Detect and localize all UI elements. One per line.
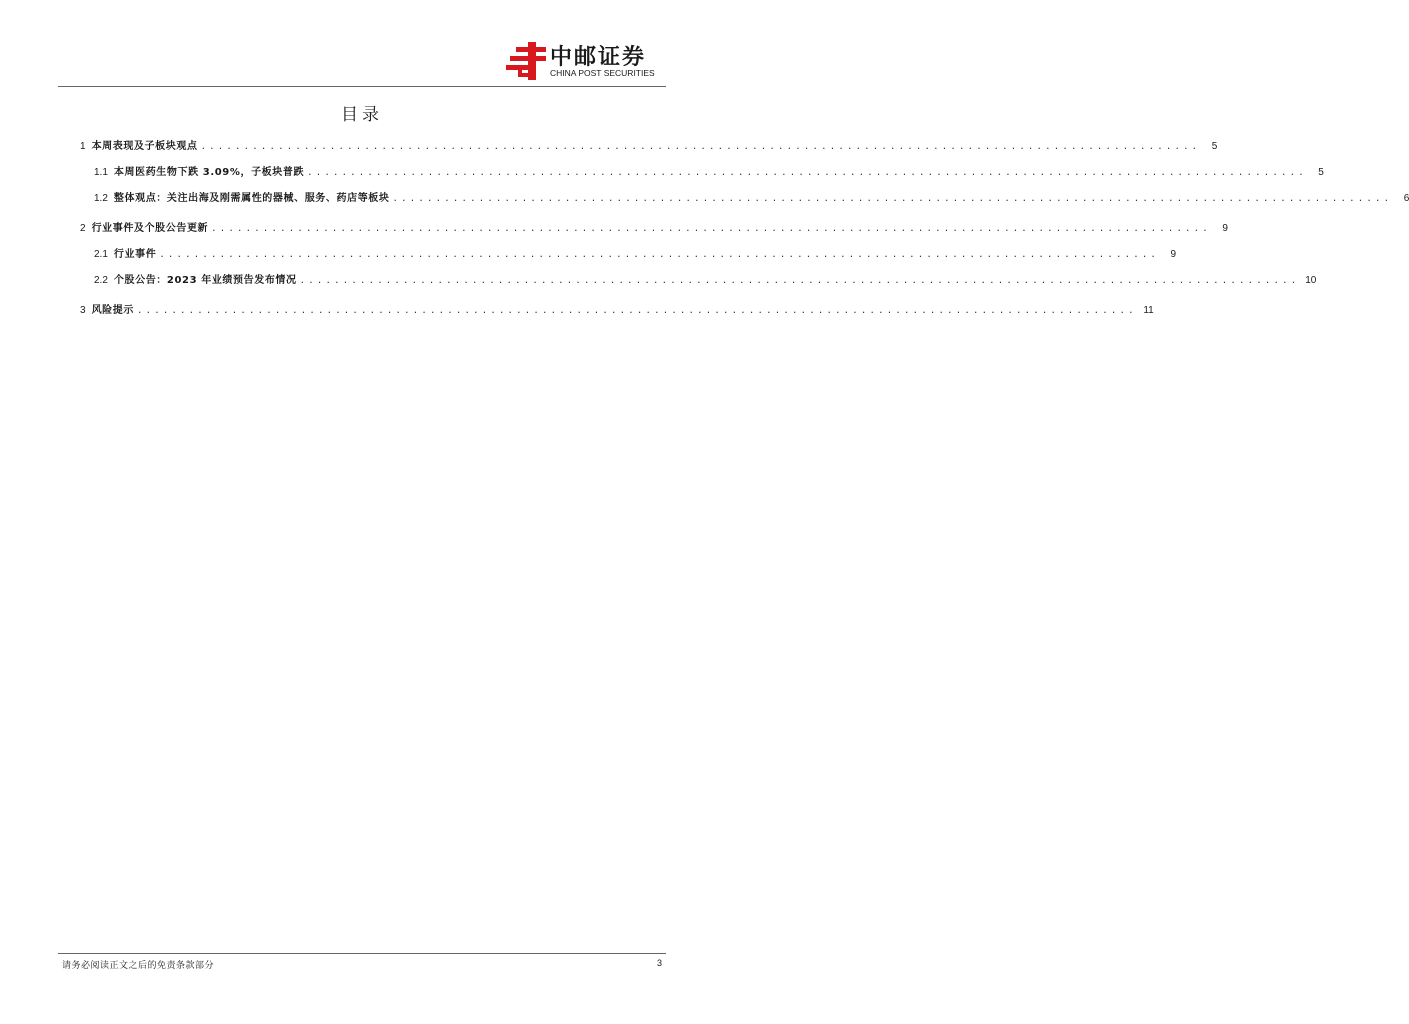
toc-entry-1-2[interactable] (94, 190, 1409, 206)
toc-entry-number: 2 (80, 223, 86, 234)
toc-leader-dots: .................................................................................................................... (299, 276, 1300, 286)
toc-entry-text: 行业事件及个股公告更新 (91, 223, 209, 234)
toc-entry-1-1[interactable] (94, 164, 1324, 180)
toc-entry-number: 1.1 (94, 167, 108, 178)
toc-entry-1[interactable] (80, 138, 1218, 154)
footer-divider (58, 953, 666, 954)
toc-entry-number: 2.2 (94, 275, 108, 286)
logo-english-name: CHINA POST SECURITIES (550, 68, 655, 78)
toc-entry-2-1[interactable] (94, 246, 1177, 262)
toc-entry-text: 本周表现及子板块观点 (91, 141, 198, 152)
toc-entry-text: 整体观点：关注出海及刚需属性的器械、服务、药店等板块 (113, 193, 390, 204)
toc-entry-page: 9 (1170, 249, 1177, 260)
toc-entry-2-2[interactable] (94, 272, 1317, 288)
toc-entry-page: 10 (1305, 275, 1317, 286)
toc-leader-dots: .................................................................................................................... (136, 306, 1137, 316)
toc-title: 目录 (341, 105, 383, 125)
header-divider (58, 86, 666, 87)
toc-leader-dots: .................................................................................................................... (392, 194, 1393, 204)
toc-entry-text: 行业事件 (113, 249, 157, 260)
toc-entry-number: 3 (80, 305, 86, 316)
toc-entry-page: 11 (1143, 305, 1154, 316)
footer-disclaimer: 请务必阅读正文之后的免责条款部分 (62, 961, 215, 971)
toc-entry-page: 9 (1222, 223, 1228, 234)
footer-page-number: 3 (656, 958, 662, 968)
toc-entry-page: 5 (1211, 141, 1218, 152)
company-logo (506, 42, 666, 82)
toc-entry-number: 2.1 (94, 249, 108, 260)
toc-entry-text: 本周医药生物下跌 3.09%，子板块普跌 (113, 167, 305, 178)
toc-leader-dots: .................................................................................................................... (211, 224, 1211, 234)
toc-entry-text: 个股公告：2023 年业绩预告发布情况 (113, 275, 297, 286)
logo-chinese-name: 中邮证券 (550, 45, 647, 70)
china-post-logo-icon (506, 42, 546, 80)
toc-entry-number: 1.2 (94, 193, 108, 204)
toc-entry-page: 6 (1403, 193, 1409, 204)
toc-leader-dots: .................................................................................................................... (307, 168, 1307, 178)
toc-entry-3[interactable] (80, 302, 1154, 318)
toc-leader-dots: .................................................................................................................... (159, 250, 1160, 260)
page-header (0, 0, 724, 88)
toc-entry-number: 1 (80, 141, 86, 152)
toc-entry-2[interactable] (80, 220, 1228, 236)
toc-entry-text: 风险提示 (91, 305, 134, 316)
toc-leader-dots: .................................................................................................................... (200, 142, 1201, 152)
toc-entry-page: 5 (1318, 167, 1324, 178)
